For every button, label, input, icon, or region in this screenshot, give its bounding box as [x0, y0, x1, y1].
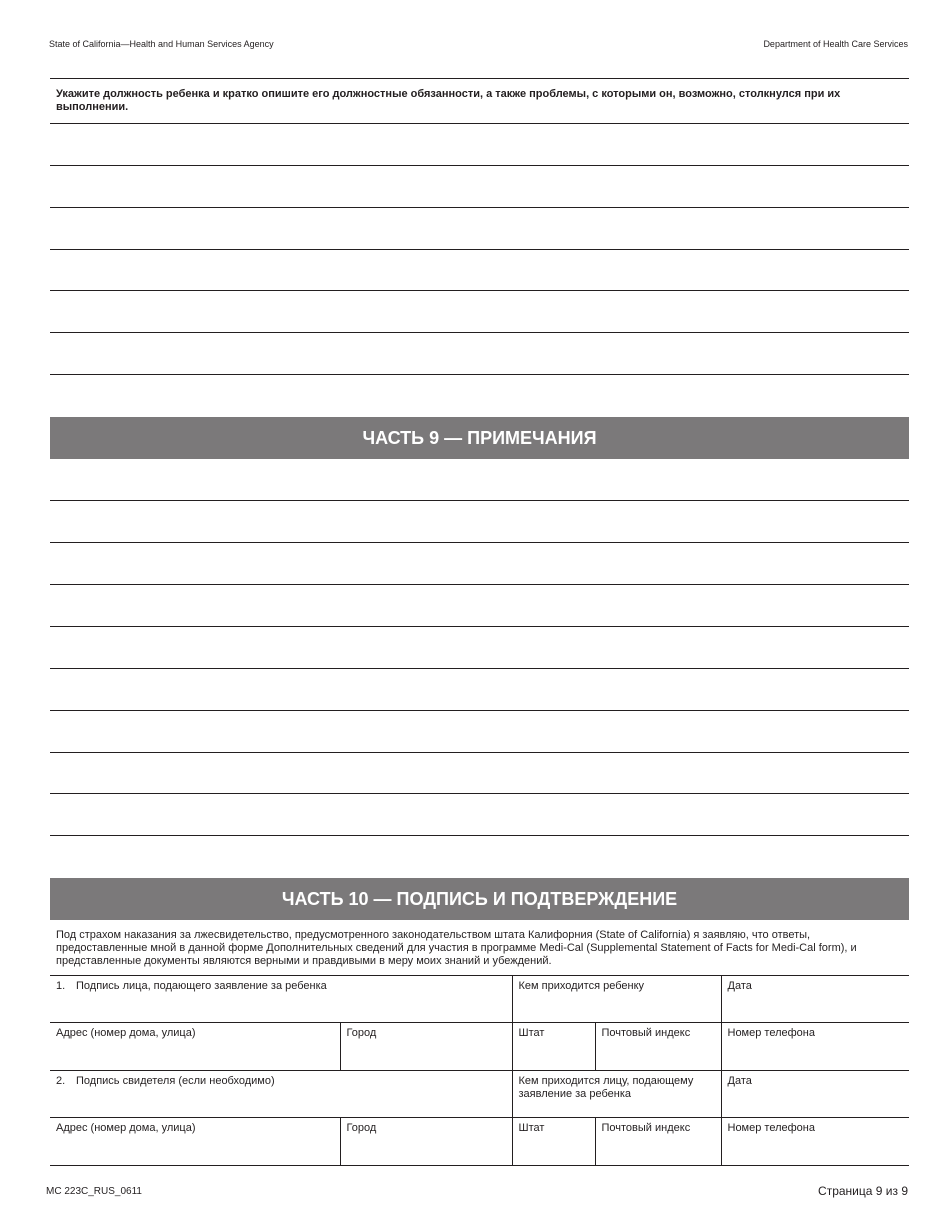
applicant-state-field[interactable]: [512, 1023, 595, 1071]
job-duties-instruction: Укажите должность ребенка и кратко опишите его должностные обязанности, а также проблемы, с которыми он, возможно, столкнулся при их выполнении.: [56, 88, 841, 113]
notes-line[interactable]: [50, 752, 909, 753]
job-duties-answer-line[interactable]: [50, 249, 909, 250]
job-duties-answer-line[interactable]: [50, 374, 909, 375]
applicant-date-field[interactable]: [721, 976, 909, 1023]
section-top-rule: [50, 78, 909, 79]
witness-city-field[interactable]: [340, 1118, 512, 1166]
job-duties-answer-line[interactable]: [50, 123, 909, 124]
job-duties-answer-line[interactable]: [50, 290, 909, 291]
address-label: Адрес (номер дома, улица): [56, 1027, 196, 1039]
relation-to-applicant-label: Кем приходится лицу, подающему заявление за ребенка: [518, 1075, 694, 1100]
part9-banner: ЧАСТЬ 9 — ПРИМЕЧАНИЯ: [50, 417, 909, 459]
applicant-address-field[interactable]: [50, 1023, 340, 1071]
page-number: Страница 9 из 9: [818, 1184, 908, 1198]
relation-to-applicant-field[interactable]: [512, 1071, 721, 1118]
applicant-phone-field[interactable]: [721, 1023, 909, 1071]
witness-date-field[interactable]: [721, 1071, 909, 1118]
zip-label: Почтовый индекс: [601, 1122, 691, 1134]
agency-header: State of California—Health and Human Services Agency: [49, 39, 274, 49]
job-duties-answer-line[interactable]: [50, 207, 909, 208]
phone-label: Номер телефона: [727, 1122, 815, 1134]
part10-banner: ЧАСТЬ 10 — ПОДПИСЬ И ПОДТВЕРЖДЕНИЕ: [50, 878, 909, 920]
notes-line[interactable]: [50, 668, 909, 669]
notes-line[interactable]: [50, 500, 909, 501]
signature-table: [50, 975, 909, 1166]
perjury-declaration: Под страхом наказания за лжесвидетельство, предусмотренного законодательством штата Калифорния (State of California) я заявляю, что ответы, предоставленные мной в данной форме Дополнительных сведений для участия в программе Medi-Cal (Supplemental Statement of Facts for Medi-Cal form), и представленные документы являются верными и правдивыми в меру моих знаний и убеждений.: [56, 929, 857, 967]
job-duties-answer-line[interactable]: [50, 332, 909, 333]
notes-line[interactable]: [50, 542, 909, 543]
witness-signature-label: Подпись свидетеля (если необходимо): [76, 1075, 275, 1087]
notes-line[interactable]: [50, 793, 909, 794]
form-id: MC 223C_RUS_0611: [46, 1186, 142, 1197]
notes-line[interactable]: [50, 835, 909, 836]
applicant-signature-label: Подпись лица, подающего заявление за ребенка: [76, 980, 327, 992]
department-header: Department of Health Care Services: [763, 39, 908, 49]
notes-line[interactable]: [50, 584, 909, 585]
witness-state-field[interactable]: [512, 1118, 595, 1166]
date-label: Дата: [727, 1075, 752, 1087]
applicant-zip-field[interactable]: [595, 1023, 721, 1071]
job-duties-answer-line[interactable]: [50, 165, 909, 166]
witness-address-field[interactable]: [50, 1118, 340, 1166]
relation-to-child-label: Кем приходится ребенку: [518, 980, 645, 992]
notes-line[interactable]: [50, 710, 909, 711]
applicant-signature-field[interactable]: [50, 976, 512, 1023]
city-label: Город: [346, 1027, 377, 1039]
applicant-city-field[interactable]: [340, 1023, 512, 1071]
state-label: Штат: [518, 1027, 545, 1039]
item-number: 1.: [56, 980, 66, 992]
address-label: Адрес (номер дома, улица): [56, 1122, 196, 1134]
phone-label: Номер телефона: [727, 1027, 815, 1039]
witness-zip-field[interactable]: [595, 1118, 721, 1166]
state-label: Штат: [518, 1122, 545, 1134]
city-label: Город: [346, 1122, 377, 1134]
witness-signature-field[interactable]: [50, 1071, 512, 1118]
date-label: Дата: [727, 980, 752, 992]
zip-label: Почтовый индекс: [601, 1027, 691, 1039]
relation-to-child-field[interactable]: [512, 976, 721, 1023]
item-number: 2.: [56, 1075, 66, 1087]
notes-line[interactable]: [50, 626, 909, 627]
witness-phone-field[interactable]: [721, 1118, 909, 1166]
